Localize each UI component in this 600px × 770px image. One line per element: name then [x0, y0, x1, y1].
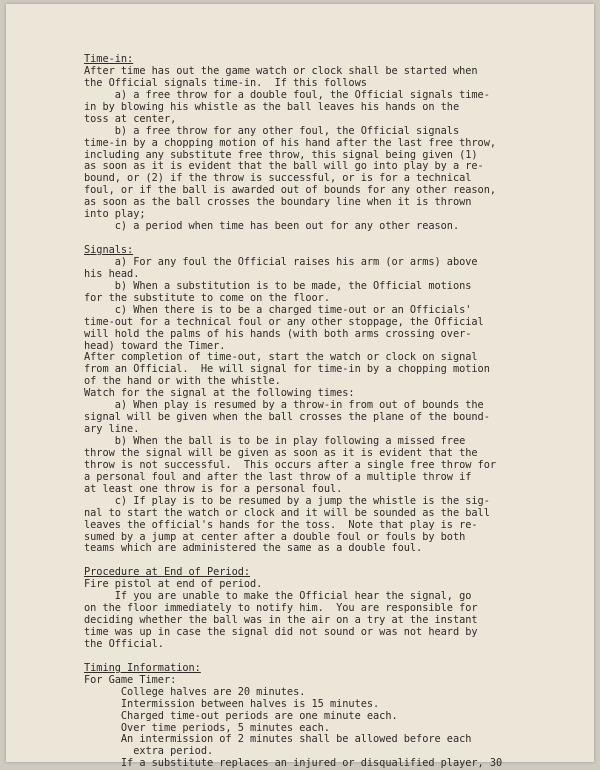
- text-line: signal will be given when the ball crosses the plane of the bound-: [84, 411, 490, 424]
- text-line: a) When play is resumed by a throw-in from out of bounds the: [84, 399, 484, 412]
- section-heading: Timing Information:: [84, 661, 201, 674]
- section-heading: Procedure at End of Period:: [84, 566, 251, 579]
- text-line: a personal foul and after the last throw of a multiple throw if: [84, 470, 472, 483]
- text-line: foul, or if the ball is awarded out of bounds for any other reason,: [84, 184, 497, 197]
- section-gap: [84, 233, 544, 245]
- text-line: as soon as the ball crosses the boundary line when it is thrown: [84, 196, 472, 209]
- text-line: Over time periods, 5 minutes each.: [84, 721, 330, 734]
- text-line: as soon as it is evident that the ball will go into play by a re-: [84, 160, 484, 173]
- text-line: deciding whether the ball was in the air on a try at the instant: [84, 614, 478, 627]
- text-line: a) a free throw for a double foul, the Official signals time-: [84, 88, 490, 101]
- text-line: An intermission of 2 minutes shall be allowed before each: [84, 733, 472, 746]
- text-line: throw is not successful. This occurs after a single free throw for: [84, 458, 497, 471]
- text-line: After completion of time-out, start the watch or clock on signal: [84, 351, 478, 364]
- text-line: in by blowing his whistle as the ball leaves his hands on the: [84, 100, 460, 113]
- document-text: [84, 54, 544, 770]
- text-line: Charged time-out periods are one minute each.: [84, 709, 398, 722]
- text-line: c) If play is to be resumed by a jump the whistle is the sig-: [84, 494, 490, 507]
- text-line: bound, or (2) if the throw is successful, or is for a technical: [84, 172, 472, 185]
- text-line: b) When a substitution is to be made, the Official motions: [84, 279, 472, 292]
- text-line: the Official.: [84, 637, 164, 650]
- text-line: If a substitute replaces an injured or disqualified player, 30: [84, 757, 503, 770]
- text-line: sumed by a jump at center after a double foul or fouls by both: [84, 530, 466, 543]
- text-line: Fire pistol at end of period.: [84, 578, 263, 591]
- text-line: leaves the official's hands for the toss. Note that play is re-: [84, 518, 478, 531]
- text-line: time-out for a technical foul or any other stoppage, the Official: [84, 315, 484, 328]
- text-line: including any substitute free throw, this signal being given (1): [84, 148, 478, 161]
- text-line: Watch for the signal at the following times:: [84, 387, 355, 400]
- text-line: the Official signals time-in. If this follows: [84, 76, 367, 89]
- text-line: For Game Timer:: [84, 673, 177, 686]
- text-line: on the floor immediately to notify him. You are responsible for: [84, 602, 478, 615]
- text-line: teams which are administered the same as a double foul.: [84, 542, 423, 555]
- text-line: Intermission between halves is 15 minutes.: [84, 697, 380, 710]
- text-line: If you are unable to make the Official hear the signal, go: [84, 590, 472, 603]
- text-line: his head.: [84, 267, 140, 280]
- section-heading: Signals:: [84, 244, 134, 256]
- text-line: nal to start the watch or clock and it will be sounded as the ball: [84, 506, 490, 519]
- text-line: College halves are 20 minutes.: [84, 685, 306, 698]
- text-line: b) a free throw for any other foul, the Official signals: [84, 124, 460, 137]
- text-line: throw the signal will be given as soon as it is evident that the: [84, 446, 478, 459]
- text-line: After time has out the game watch or clock shall be started when: [84, 64, 478, 77]
- section-heading: Time-in:: [84, 53, 134, 65]
- document-page: [6, 4, 594, 770]
- text-line: time was up in case the signal did not sound or was not heard by: [84, 626, 478, 638]
- text-line: c) a period when time has been out for any other reason.: [84, 220, 460, 233]
- text-line: at least one throw is for a personal foul.: [84, 482, 343, 495]
- text-line: of the hand or with the whistle.: [84, 375, 281, 388]
- text-line: into play;: [84, 208, 146, 221]
- text-line: extra period.: [84, 745, 214, 758]
- text-line: c) When there is to be a charged time-out or an Officials': [84, 303, 472, 316]
- text-line: a) For any foul the Official raises his arm (or arms) above: [84, 255, 478, 268]
- text-line: will hold the palms of his hands (with both arms crossing over-: [84, 327, 472, 340]
- text-line: from an Official. He will signal for time-in by a chopping motion: [84, 363, 490, 376]
- text-line: time-in by a chopping motion of his hand after the last free throw,: [84, 136, 497, 149]
- text-line: b) When the ball is to be in play following a missed free: [84, 435, 466, 447]
- text-line: ary line.: [84, 423, 140, 436]
- text-line: for the substitute to come on the floor.: [84, 291, 330, 304]
- text-line: head) toward the Timer.: [84, 339, 226, 352]
- text-line: toss at center,: [84, 112, 177, 125]
